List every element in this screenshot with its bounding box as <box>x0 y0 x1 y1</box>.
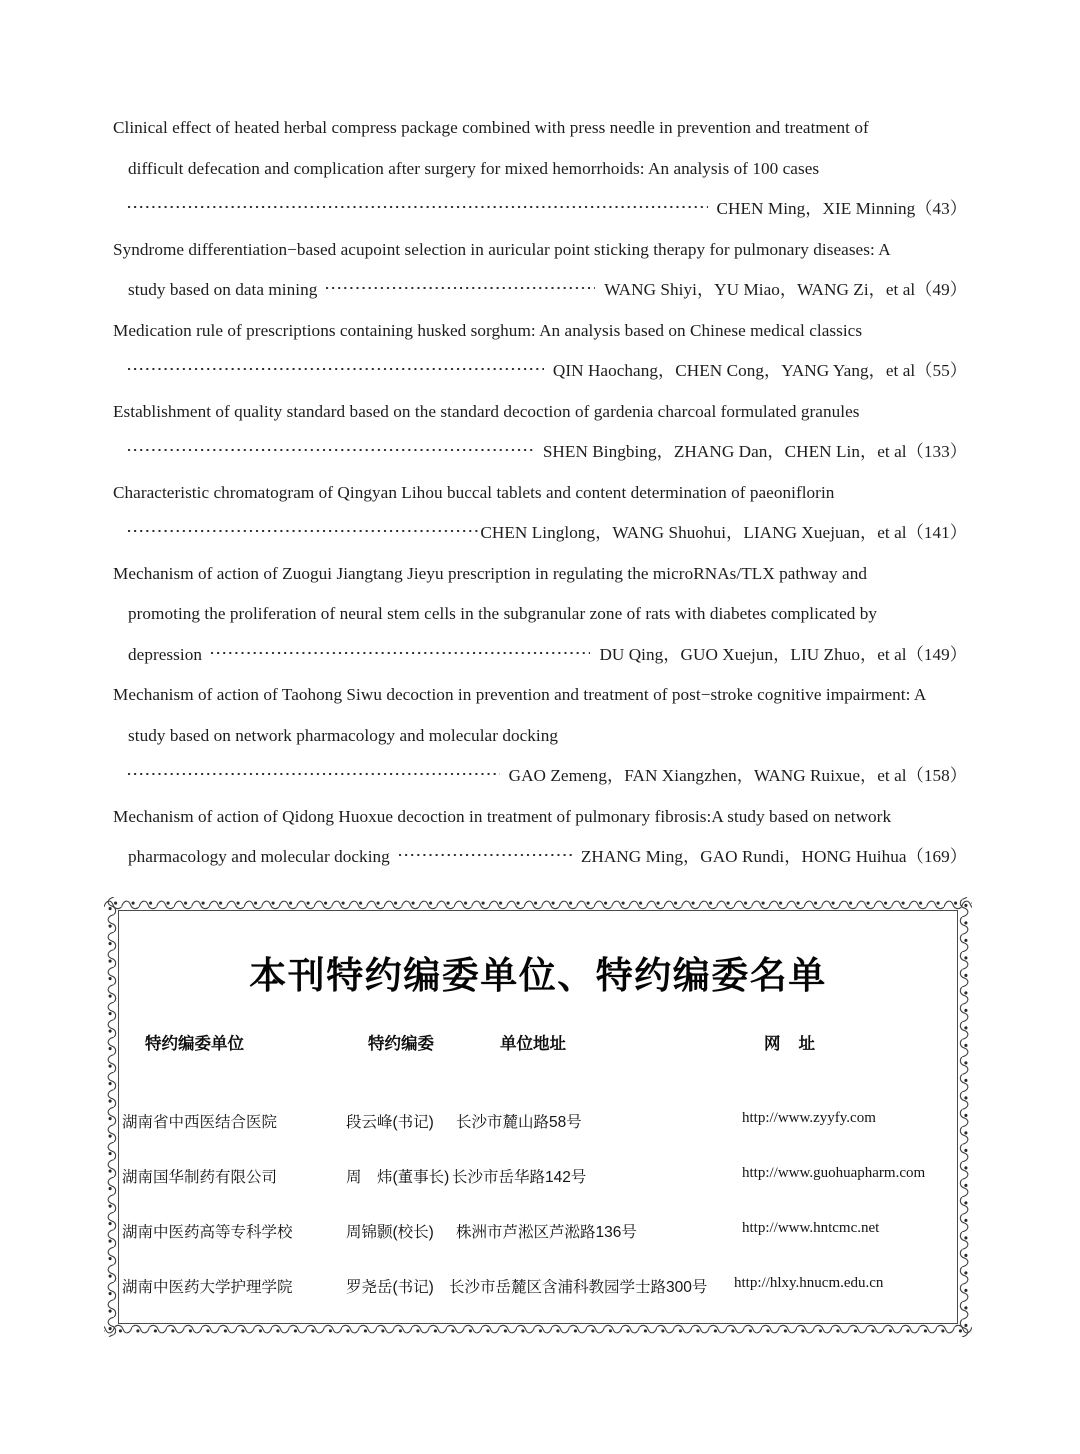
toc-authors-and-page: WANG Shiyi，YU Miao，WANG Zi，et al（49） <box>604 280 967 299</box>
toc-entry-title: Medication rule of prescriptions containing husked sorghum: An analysis based on Chinese medical classics <box>113 320 863 340</box>
cell-unit: 湖南中医药大学护理学院 <box>122 1279 293 1296</box>
cell-website[interactable]: http://www.zyyfy.com <box>742 1110 876 1126</box>
dot-leader <box>399 845 572 862</box>
feature-box-title: 本刊特约编委单位、特约编委名单 <box>249 956 827 997</box>
toc-authors-and-page: GAO Zemeng，FAN Xiangzhen，WANG Ruixue，et al（158） <box>508 766 967 785</box>
toc-leader-row <box>113 351 967 392</box>
column-header-address: 单位地址 <box>500 1035 566 1053</box>
toc-leader-row <box>113 837 967 878</box>
toc-authors-and-page: QIN Haochang，CHEN Cong，YANG Yang，et al（55） <box>552 361 967 380</box>
cell-unit: 湖南国华制药有限公司 <box>122 1169 278 1186</box>
toc-entry[interactable] <box>113 392 967 473</box>
editorial-board-table <box>104 1030 972 1296</box>
toc-entry[interactable] <box>113 108 967 230</box>
toc-entry-title: Mechanism of action of Zuogui Jiangtang Jieyu prescription in regulating the microRNAs/TLX pathway and <box>113 563 868 583</box>
table-row <box>104 1220 972 1275</box>
featured-editorial-board-box <box>104 897 972 1337</box>
toc-entry-title-cont: promoting the proliferation of neural stem cells in the subgranular zone of rats with diabetes complicated by <box>128 604 878 623</box>
cell-editor: 周 炜(董事长) <box>346 1169 450 1186</box>
column-header-unit: 特约编委单位 <box>145 1035 244 1053</box>
table-row <box>104 1275 972 1330</box>
dot-leader <box>211 643 590 660</box>
toc-entry-title-tail: depression <box>128 644 203 664</box>
dot-leader <box>128 197 708 214</box>
cell-unit: 湖南中医药高等专科学校 <box>122 1224 293 1241</box>
cell-editor: 周锦颢(校长) <box>346 1224 434 1241</box>
toc-authors-and-page: SHEN Bingbing，ZHANG Dan，CHEN Lin，et al（133） <box>542 442 967 461</box>
table-row <box>104 1110 972 1165</box>
toc-leader-row <box>113 270 967 311</box>
toc-leader-row <box>113 635 967 676</box>
toc-entry[interactable] <box>113 554 967 676</box>
toc-leader-row <box>113 513 967 554</box>
table-of-contents <box>113 108 967 878</box>
cell-editor: 段云峰(书记) <box>346 1114 434 1131</box>
column-header-editor: 特约编委 <box>368 1035 434 1053</box>
table-row <box>104 1165 972 1220</box>
toc-authors-and-page: CHEN Ming，XIE Minning（43） <box>716 199 967 218</box>
toc-leader-row <box>113 756 967 797</box>
cell-address: 长沙市岳华路142号 <box>452 1169 587 1186</box>
dot-leader <box>128 521 480 538</box>
toc-entry[interactable] <box>113 473 967 554</box>
toc-entry-title: Characteristic chromatogram of Qingyan Lihou buccal tablets and content determination of paeoniflorin <box>113 482 835 502</box>
cell-editor: 罗尧岳(书记) <box>346 1279 434 1296</box>
toc-entry[interactable] <box>113 311 967 392</box>
toc-entry-title-tail: pharmacology and molecular docking <box>128 847 390 866</box>
toc-entry-title-cont: study based on network pharmacology and molecular docking <box>128 725 559 745</box>
toc-entry-title: Syndrome differentiation−based acupoint selection in auricular point sticking therapy for pulmonary diseases: A <box>113 239 891 259</box>
cell-address: 长沙市岳麓区含浦科教园学士路300号 <box>449 1279 708 1296</box>
table-header-row <box>104 1030 972 1076</box>
dot-leader <box>128 440 534 457</box>
dot-leader <box>128 359 544 376</box>
toc-authors-and-page: CHEN Linglong，WANG Shuohui，LIANG Xuejuan，et al（141） <box>480 523 967 542</box>
toc-entry-title: Clinical effect of heated herbal compress package combined with press needle in prevention and treatment of <box>113 118 869 137</box>
dot-leader <box>326 278 595 295</box>
cell-unit: 湖南省中西医结合医院 <box>122 1114 278 1131</box>
toc-entry[interactable] <box>113 230 967 311</box>
table-body <box>104 1110 972 1330</box>
toc-entry-title: Establishment of quality standard based on the standard decoction of gardenia charcoal formulated granules <box>113 401 860 421</box>
cell-address: 株洲市芦淞区芦淞路136号 <box>456 1224 637 1241</box>
toc-entry-title-cont: difficult defecation and complication after surgery for mixed hemorrhoids: An analysis of 100 cases <box>128 158 820 178</box>
dot-leader <box>128 764 500 781</box>
cell-website[interactable]: http://www.guohuapharm.com <box>742 1165 926 1181</box>
cell-website[interactable]: http://www.hntcmc.net <box>742 1220 880 1236</box>
cell-address: 长沙市麓山路58号 <box>456 1114 582 1131</box>
toc-leader-row <box>113 189 967 230</box>
toc-entry-title: Mechanism of action of Taohong Siwu decoction in prevention and treatment of post−stroke cognitive impairment: A <box>113 685 927 704</box>
cell-website[interactable]: http://hlxy.hnucm.edu.cn <box>734 1275 884 1291</box>
toc-entry[interactable] <box>113 675 967 797</box>
toc-entry-title-tail: study based on data mining <box>128 280 318 299</box>
toc-entry[interactable] <box>113 797 967 878</box>
toc-authors-and-page: ZHANG Ming，GAO Rundi，HONG Huihua（169） <box>580 847 967 866</box>
column-header-website: 网址 <box>764 1035 833 1053</box>
toc-entry-title: Mechanism of action of Qidong Huoxue decoction in treatment of pulmonary fibrosis:A study based on network <box>113 806 892 826</box>
toc-leader-row <box>113 432 967 473</box>
toc-authors-and-page: DU Qing，GUO Xuejun，LIU Zhuo，et al（149） <box>599 644 967 664</box>
